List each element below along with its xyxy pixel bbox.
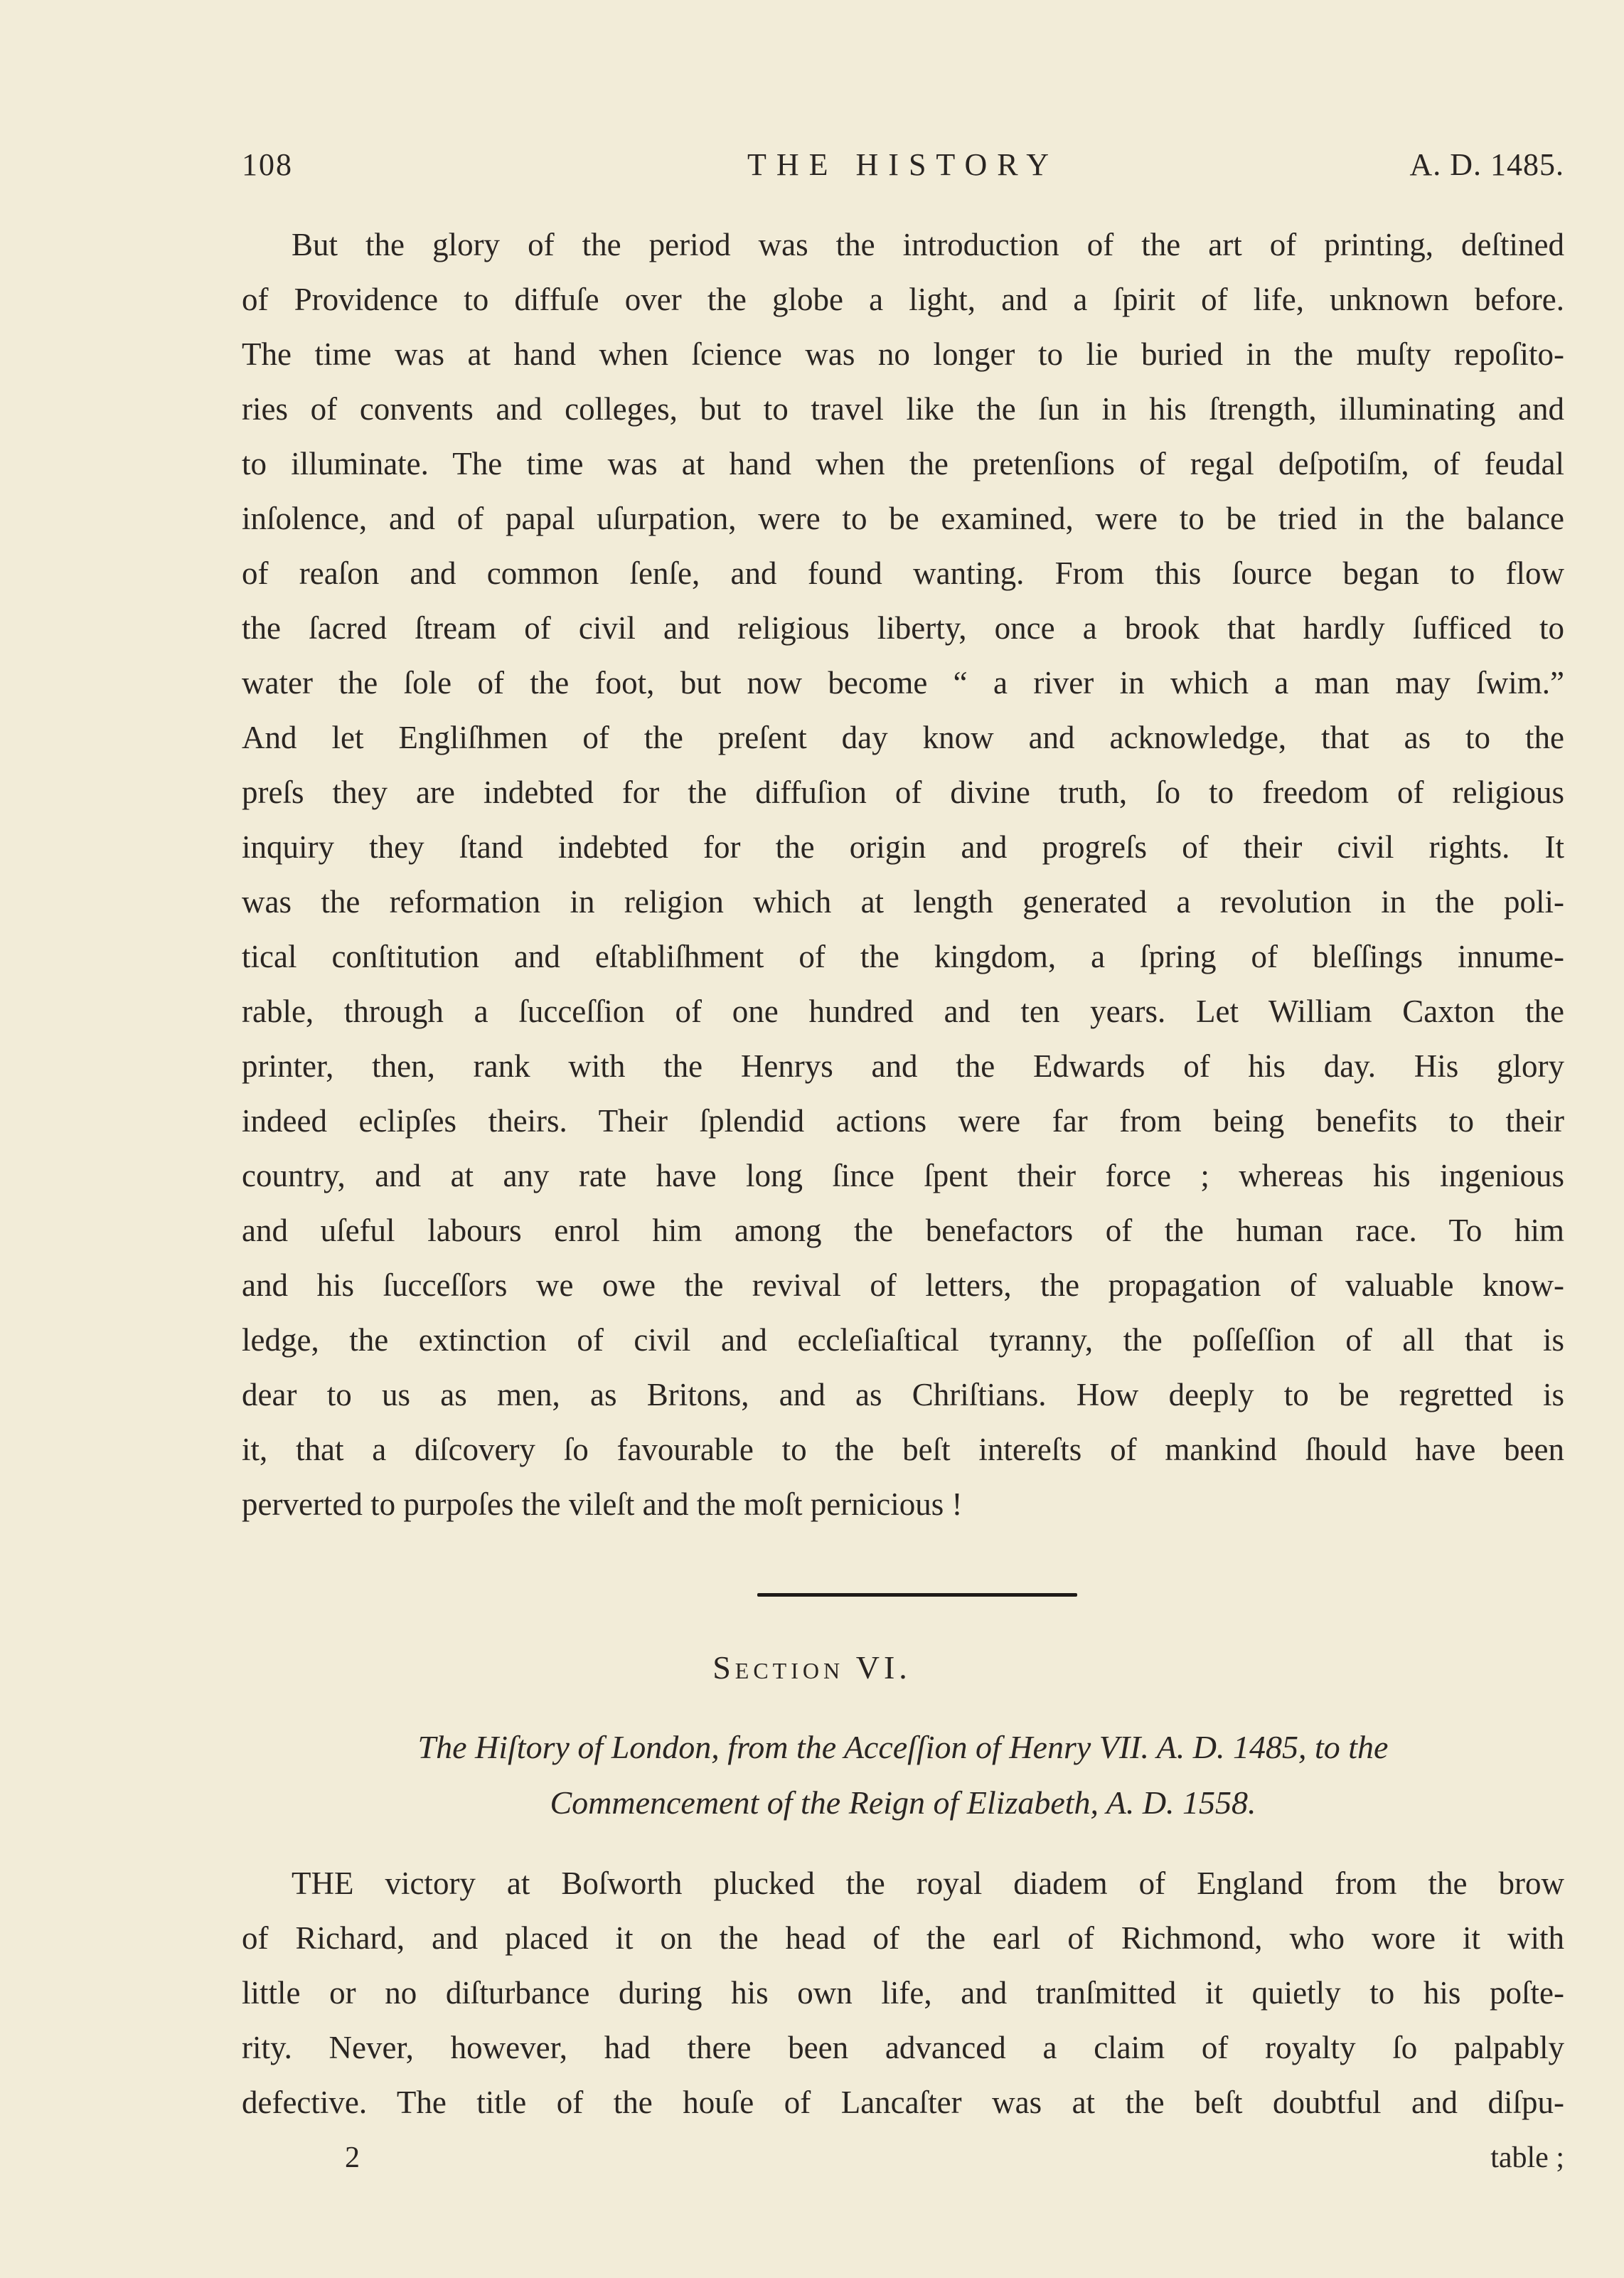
paragraph-bosworth	[242, 1856, 1564, 2130]
text-line: preſs they are indebted for the diffuſion of divine truth, ſo to freedom of religious	[242, 775, 1564, 810]
section-heading	[0, 1649, 1624, 1686]
signature-mark: 2	[345, 2141, 360, 2174]
section-number: VI.	[855, 1649, 912, 1686]
text-line: defective. The title of the houſe of Lancaſter was at the beſt doubtful and diſpu-	[242, 2085, 1564, 2120]
text-line: THE victory at Boſworth plucked the royal diadem of England from the brow	[292, 1865, 1564, 1901]
text-line: printer, then, rank with the Henrys and the Edwards of his day. His glory	[242, 1048, 1564, 1084]
text-line: rity. Never, however, had there been advanced a claim of royalty ſo palpably	[242, 2030, 1564, 2065]
text-line: inquiry they ſtand indebted for the origin and progreſs of their civil rights. It	[242, 829, 1564, 865]
text-line: was the reformation in religion which at length generated a revolution in the poli-	[242, 884, 1564, 920]
text-line: tical conſtitution and eſtabliſhment of the kingdom, a ſpring of bleſſings innume-	[242, 939, 1564, 974]
text-line: of reaſon and common ſenſe, and found wanting. From this ſource began to flow	[242, 555, 1564, 591]
text-line: of Richard, and placed it on the head of the earl of Richmond, who wore it with	[242, 1920, 1564, 1956]
text-line: and his ſucceſſors we owe the revival of letters, the propagation of valuable know-	[242, 1267, 1564, 1303]
text-line: inſolence, and of papal uſurpation, were to be examined, were to be tried in the balance	[242, 501, 1564, 536]
subtitle-line: The Hiſtory of London, from the Acceſſion of Henry VII. A. D. 1485, to the	[417, 1729, 1389, 1765]
text-line-last: perverted to purpoſes the vileſt and the moſt pernicious !	[242, 1486, 963, 1522]
text-line: indeed eclipſes theirs. Their ſplendid actions were far from being benefits to their	[242, 1103, 1564, 1139]
text-line: The time was at hand when ſcience was no longer to lie buried in the muſty repoſito-	[242, 336, 1564, 372]
text-line: of Providence to diffuſe over the globe a light, and a ſpirit of life, unknown before.	[242, 282, 1564, 317]
page-footer	[242, 2141, 1564, 2183]
page-number: 108	[242, 147, 293, 182]
paragraph-printing	[242, 218, 1564, 1532]
text-line: dear to us as men, as Britons, and as Chriſtians. How deeply to be regretted is	[242, 1377, 1564, 1412]
text-line: water the ſole of the foot, but now become “ a river in which a man may ſwim.”	[242, 665, 1564, 701]
text-line: ries of convents and colleges, but to travel like the ſun in his ſtrength, illuminating and	[242, 391, 1564, 427]
section-label: Section	[712, 1649, 845, 1686]
text-line: country, and at any rate have long ſince ſpent their force ; whereas his ingenious	[242, 1158, 1564, 1193]
text-line: and uſeful labours enrol him among the benefactors of the human race. To him	[242, 1213, 1564, 1248]
section-subtitle	[242, 1720, 1564, 1831]
text-line: little or no diſturbance during his own life, and tranſmitted it quietly to his poſte-	[242, 1975, 1564, 2011]
section-divider-rule	[757, 1593, 1077, 1597]
running-title: THE HISTORY	[747, 147, 1059, 182]
text-line: And let Engliſhmen of the preſent day know and acknowledge, that as to the	[242, 720, 1564, 755]
header-year: A. D. 1485.	[1409, 147, 1564, 182]
text-line: ledge, the extinction of civil and eccleſiaſtical tyranny, the poſſeſſion of all that is	[242, 1322, 1564, 1358]
text-line: to illuminate. The time was at hand when the pretenſions of regal deſpotiſm, of feudal	[242, 446, 1564, 481]
text-line: the ſacred ſtream of civil and religious liberty, once a brook that hardly ſufficed to	[242, 610, 1564, 646]
subtitle-line: Commencement of the Reign of Elizabeth, A. D. 1558.	[550, 1784, 1256, 1821]
text-line: it, that a diſcovery ſo favourable to the beſt intereſts of mankind ſhould have been	[242, 1432, 1564, 1467]
running-header	[242, 147, 1564, 196]
text-line: But the glory of the period was the introduction of the art of printing, deſtined	[292, 227, 1564, 262]
catchword: table ;	[1490, 2141, 1564, 2174]
text-line: rable, through a ſucceſſion of one hundred and ten years. Let William Caxton the	[242, 994, 1564, 1029]
